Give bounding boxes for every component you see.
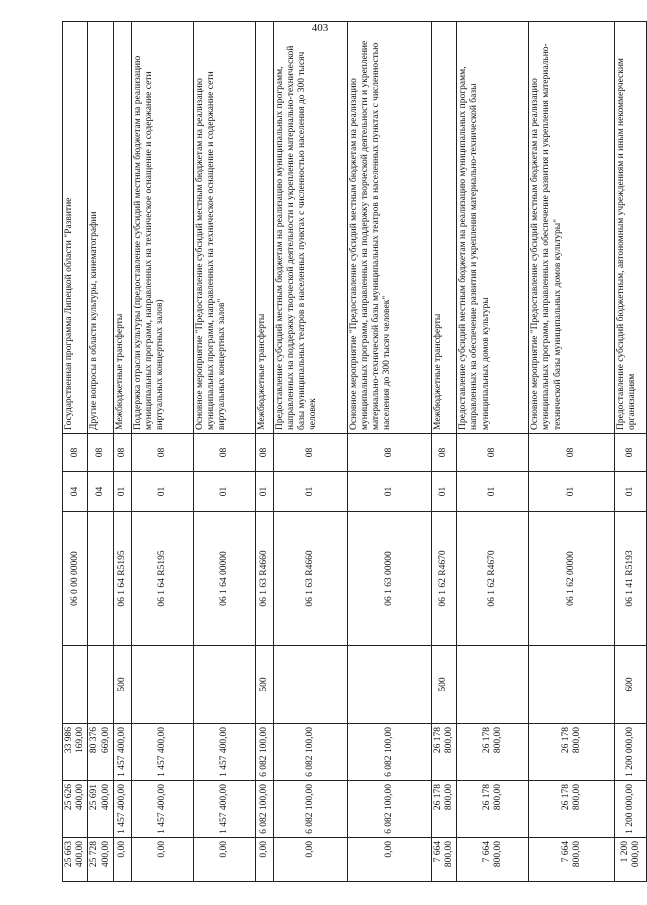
section-cell: 08 [88, 434, 113, 472]
subsection-cell: 01 [431, 472, 456, 512]
subsection-cell: 01 [615, 472, 647, 512]
target-code-cell: 06 1 64 R5195 [131, 512, 193, 646]
section-cell: 08 [529, 434, 615, 472]
subsection-cell: 01 [255, 472, 273, 512]
amount-year1-cell: 1 457 400,00 [193, 724, 255, 781]
expense-type-cell [131, 646, 193, 724]
item-name-cell: Поддержка отрасли культуры (предоставление субсидий местным бюджетам на реализацию муниципальных программ, направленных на техническое оснащение и содержание сети виртуальных концертных залов) [131, 22, 193, 434]
target-code-cell [88, 512, 113, 646]
amount-year2-cell: 6 082 100,00 [273, 781, 347, 838]
table-body [63, 22, 647, 882]
subsection-cell: 01 [113, 472, 131, 512]
item-name-cell: Государственная программа Липецкой области "Развитие [63, 22, 88, 434]
amount-year1-cell: 1 457 400,00 [113, 724, 131, 781]
amount-year3-cell: 0,00 [347, 838, 431, 882]
section-cell: 08 [615, 434, 647, 472]
section-cell: 08 [347, 434, 431, 472]
subsection-cell: 04 [88, 472, 113, 512]
table-row [88, 22, 113, 882]
target-code-cell: 06 1 62 R4670 [431, 512, 456, 646]
table-row [529, 22, 615, 882]
expense-type-cell [529, 646, 615, 724]
amount-year3-cell: 7 664 800,00 [431, 838, 456, 882]
subsection-cell: 01 [131, 472, 193, 512]
subsection-cell: 04 [63, 472, 88, 512]
target-code-cell: 06 1 63 R4660 [273, 512, 347, 646]
expense-type-cell: 500 [255, 646, 273, 724]
item-name-cell: Основное мероприятие "Предоставление субсидий местным бюджетам на реализацию муниципальных программ, направленных на техническое оснащение и содержание сети виртуальных концертных залов" [193, 22, 255, 434]
amount-year1-cell: 26 178 800,00 [529, 724, 615, 781]
target-code-cell: 06 1 63 R4660 [255, 512, 273, 646]
budget-table [62, 21, 647, 882]
section-cell: 08 [63, 434, 88, 472]
amount-year3-cell: 7 664 800,00 [529, 838, 615, 882]
table-row [431, 22, 456, 882]
target-code-cell: 06 1 62 R4670 [457, 512, 529, 646]
amount-year3-cell: 0,00 [273, 838, 347, 882]
amount-year3-cell: 7 664 800,00 [457, 838, 529, 882]
amount-year3-cell: 0,00 [255, 838, 273, 882]
section-cell: 08 [113, 434, 131, 472]
table-row [63, 22, 88, 882]
section-cell: 08 [457, 434, 529, 472]
amount-year1-cell: 33 986 169,00 [63, 724, 88, 781]
table-row [273, 22, 347, 882]
section-cell: 08 [131, 434, 193, 472]
amount-year3-cell: 0,00 [113, 838, 131, 882]
amount-year2-cell: 25 691 400,00 [88, 781, 113, 838]
amount-year2-cell: 6 082 100,00 [347, 781, 431, 838]
amount-year1-cell: 1 457 400,00 [131, 724, 193, 781]
amount-year1-cell: 6 082 100,00 [273, 724, 347, 781]
amount-year2-cell: 1 200 000,00 [615, 781, 647, 838]
amount-year1-cell: 6 082 100,00 [347, 724, 431, 781]
expense-type-cell [88, 646, 113, 724]
item-name-cell: Предоставление субсидий местным бюджетам на реализацию муниципальных программ, направленных на поддержку творческой деятельности и укрепление материально-технической базы муниципальных театров в населенных пунктах с численностью населения до 300 тысяч человек [273, 22, 347, 434]
section-cell: 08 [193, 434, 255, 472]
table-row [255, 22, 273, 882]
item-name-cell: Межбюджетные трансферты [113, 22, 131, 434]
expense-type-cell [273, 646, 347, 724]
amount-year2-cell: 1 457 400,00 [113, 781, 131, 838]
expense-type-cell: 500 [113, 646, 131, 724]
amount-year3-cell: 0,00 [193, 838, 255, 882]
item-name-cell: Основное мероприятие "Предоставление субсидий местным бюджетам на реализацию муниципальных программ, направленных на обеспечение развития и укрепления материально-технической базы муниципальных домов культуры" [529, 22, 615, 434]
target-code-cell: 06 1 41 R5193 [615, 512, 647, 646]
section-cell: 08 [255, 434, 273, 472]
section-cell: 08 [273, 434, 347, 472]
expense-type-cell: 500 [431, 646, 456, 724]
amount-year1-cell: 6 082 100,00 [255, 724, 273, 781]
page-number: 403 [311, 22, 329, 34]
expense-type-cell [457, 646, 529, 724]
amount-year1-cell: 26 178 800,00 [457, 724, 529, 781]
table-row [615, 22, 647, 882]
table-row [347, 22, 431, 882]
expense-type-cell [63, 646, 88, 724]
rotated-table-container [62, 22, 641, 882]
amount-year3-cell: 0,00 [131, 838, 193, 882]
target-code-cell: 06 1 62 00000 [529, 512, 615, 646]
target-code-cell: 06 0 00 00000 [63, 512, 88, 646]
amount-year2-cell: 6 082 100,00 [255, 781, 273, 838]
amount-year1-cell: 80 376 669,00 [88, 724, 113, 781]
amount-year2-cell: 1 457 400,00 [193, 781, 255, 838]
amount-year2-cell: 25 626 400,00 [63, 781, 88, 838]
amount-year3-cell: 25 663 400,00 [63, 838, 88, 882]
table-row [193, 22, 255, 882]
target-code-cell: 06 1 64 R5195 [113, 512, 131, 646]
table-row [457, 22, 529, 882]
item-name-cell: Межбюджетные трансферты [431, 22, 456, 434]
subsection-cell: 01 [193, 472, 255, 512]
item-name-cell: Предоставление субсидий местным бюджетам на реализацию муниципальных программ, направленных на обеспечение развития и укрепления материально-технической базы муниципальных домов культуры [457, 22, 529, 434]
amount-year1-cell: 1 200 000,00 [615, 724, 647, 781]
item-name-cell: Другие вопросы в области культуры, кинематографии [88, 22, 113, 434]
section-cell: 08 [431, 434, 456, 472]
subsection-cell: 01 [273, 472, 347, 512]
item-name-cell: Межбюджетные трансферты [255, 22, 273, 434]
expense-type-cell [347, 646, 431, 724]
amount-year3-cell: 1 200 000,00 [615, 838, 647, 882]
target-code-cell: 06 1 63 00000 [347, 512, 431, 646]
amount-year2-cell: 26 178 800,00 [431, 781, 456, 838]
rotated-page [62, 22, 641, 882]
expense-type-cell: 600 [615, 646, 647, 724]
subsection-cell: 01 [529, 472, 615, 512]
item-name-cell: Предоставление субсидий бюджетным, автономным учреждениям и иным некоммерческим организациям [615, 22, 647, 434]
subsection-cell: 01 [347, 472, 431, 512]
subsection-cell: 01 [457, 472, 529, 512]
amount-year3-cell: 25 728 400,00 [88, 838, 113, 882]
amount-year2-cell: 26 178 800,00 [457, 781, 529, 838]
item-name-cell: Основное мероприятие "Предоставление субсидий местным бюджетам на реализацию муниципальных программ, направленных на поддержку творческой деятельности и укрепление материально-технической базы муниципальных театров в населенных пунктах с численностью населения до 300 тысяч человек" [347, 22, 431, 434]
amount-year2-cell: 1 457 400,00 [131, 781, 193, 838]
table-row [131, 22, 193, 882]
table-row [113, 22, 131, 882]
amount-year2-cell: 26 178 800,00 [529, 781, 615, 838]
target-code-cell: 06 1 64 00000 [193, 512, 255, 646]
expense-type-cell [193, 646, 255, 724]
amount-year1-cell: 26 178 800,00 [431, 724, 456, 781]
